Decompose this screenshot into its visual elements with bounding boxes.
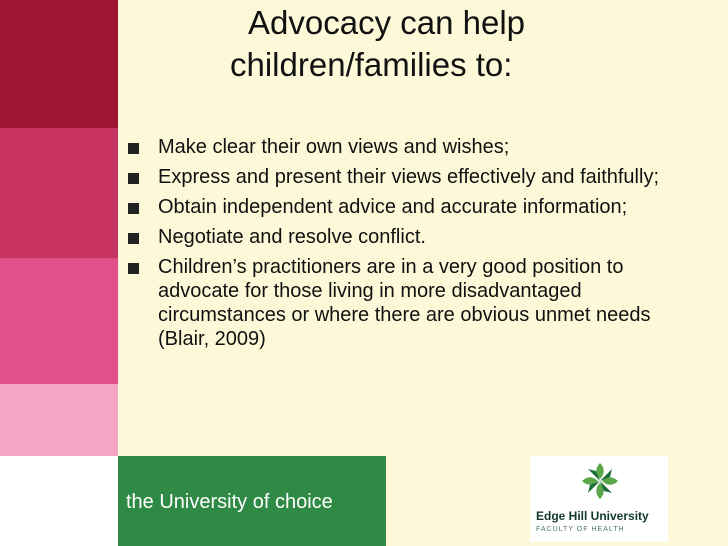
bullet-item [128,195,698,219]
logo-faculty-name: FACULTY OF HEALTH [536,526,625,533]
side-bar-dark-red [0,0,118,128]
side-bar-crimson [0,128,118,258]
slide-title-line-2: children/families to: [230,46,513,83]
university-emblem-icon [579,460,621,502]
square-bullet-icon [128,203,139,214]
bullet-list [128,135,698,357]
bullet-item [128,165,698,189]
side-bar-pink [0,258,118,384]
square-bullet-icon [128,263,139,274]
side-bar-white [0,456,118,546]
square-bullet-icon [128,233,139,244]
logo-university-name: Edge Hill University [536,509,649,523]
bullet-item [128,255,698,351]
bullet-item [128,135,698,159]
bullet-text: Express and present their views effectively and faithfully; [158,166,659,188]
university-logo [530,456,668,542]
slide-title-line-1: Advocacy can help [248,4,526,41]
bullet-item [128,225,698,249]
footer-tagline: the University of choice [126,491,333,513]
bullet-text: Negotiate and resolve conflict. [158,226,426,248]
bullet-text: Make clear their own views and wishes; [158,136,510,158]
bullet-text: Obtain independent advice and accurate information; [158,196,628,218]
slide-title [230,2,700,86]
square-bullet-icon [128,173,139,184]
bullet-text: Children’s practitioners are in a very good position to advocate for those living in more disadvantaged circumstances or where there are obvious unmet needs (Blair, 2009) [158,256,651,350]
side-bar-light-pink [0,384,118,456]
square-bullet-icon [128,143,139,154]
